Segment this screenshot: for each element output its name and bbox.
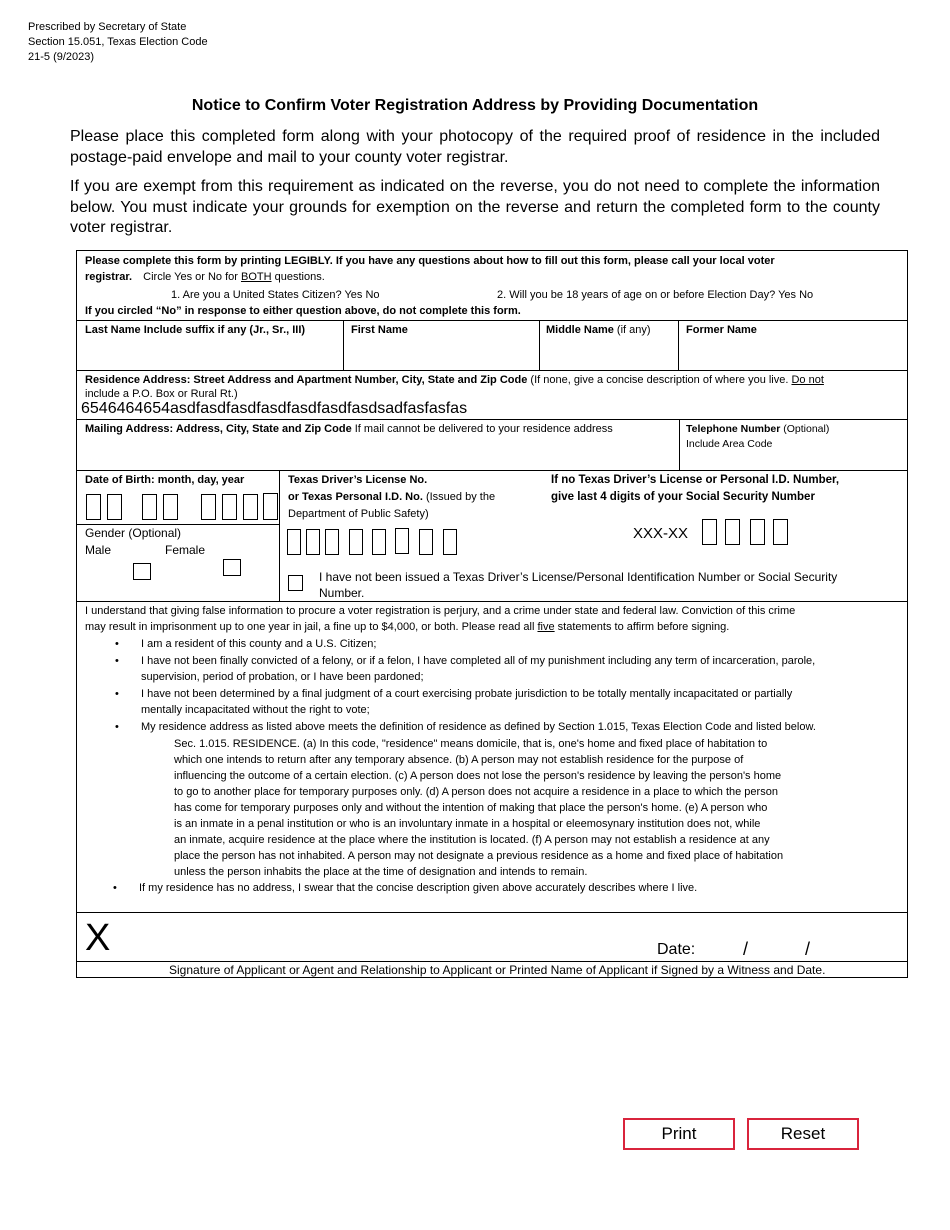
statement-1: I am a resident of this county and a U.S. Citizen; [141,638,377,650]
affirmation-line-2a: may result in imprisonment up to one year in jail, a fine up to $4,000, or both. Please read all [85,621,538,633]
license-label-line-3: Department of Public Safety) [288,508,429,520]
residence-definition-line: place the person has not inhabited. A person may not designate a previous residence as a home and fixed place of habitation [174,850,784,862]
intro-paragraph-2: If you are exempt from this requirement as indicated on the reverse, you do not need to complete the information below. You must indicate your grounds for exemption on the reverse and return the completed form to the county voter registrar. [70,178,880,236]
residence-definition-line: unless the person inhabits the place at the time of designation and intends to remain. [174,866,588,878]
instructions [85,254,905,284]
no-license-statement-line-2: Number. [319,586,365,600]
ssn-label-line-1: If no Texas Driver’s License or Personal I.D. Number, [551,474,840,486]
middle-name-label [546,323,651,337]
dob-day-1[interactable] [142,494,157,520]
date-slash-2: / [805,939,811,959]
statement-3-line-1: I have not been determined by a final judgment of a court exercising probate jurisdiction to be totally mentally incapacitated or partially [141,688,793,700]
gender-female-label: Female [165,543,206,557]
residence-definition-line: influencing the outcome of a certain election. (c) A person does not lose the person's residence by leaving the person's home [174,770,782,782]
header-line-2: Section 15.051, Texas Election Code [28,36,208,48]
reset-button[interactable]: Reset [747,1118,859,1150]
gender-female-checkbox[interactable] [223,559,241,576]
no-license-statement [319,569,899,601]
header-line-1: Prescribed by Secretary of State [28,21,187,33]
license-label-line-1: Texas Driver’s License No. [288,474,428,486]
statement-2 [141,654,901,684]
statement-4: My residence address as listed above meets the definition of residence as defined by Section 1.015, Texas Election Code and listed below. [141,721,816,733]
license-digit-8[interactable] [443,529,457,555]
telephone-area-code-note: Include Area Code [686,438,773,450]
header-line-3: 21-5 (9/2023) [28,51,95,63]
residence-definition-line: has come for temporary purposes only and without the intention of making that place the person's home. (e) A person who [174,802,768,814]
license-digit-5[interactable] [372,529,386,555]
residence-include-note: include a P.O. Box or Rural Rt.) [85,388,238,400]
circle-instruction-b: BOTH [240,271,272,283]
no-license-checkbox[interactable] [288,575,303,591]
license-digit-4[interactable] [349,529,363,555]
gender-male-label: Male [85,543,112,557]
dob-day-2[interactable] [163,494,178,520]
signature-x-mark: X [85,917,111,959]
print-button[interactable]: Print [623,1118,735,1150]
ssn-label [551,473,839,504]
dob-label: Date of Birth: month, day, year [85,474,245,486]
statement-3 [141,687,901,717]
residence-definition-line: Sec. 1.015. RESIDENCE. (a) In this code, "residence" means domicile, that is, one's home and fixed place of habitation to [174,738,768,750]
telephone-label [686,422,829,436]
citizen-question[interactable]: 1. Are you a United States Citizen? Yes No [171,289,380,301]
residence-definition-line: to go to another place for temporary purposes only. (d) A person does not acquire a residence in a place to which the person [174,786,778,798]
license-digit-6[interactable] [395,528,409,554]
residence-address-label [85,373,900,387]
age-question[interactable]: 2. Will you be 18 years of age on or before Election Day? Yes No [497,289,814,301]
circle-instruction-a: Circle Yes or No for [143,271,241,283]
license-label-line-2-rest: (Issued by the [422,491,496,503]
telephone-label-bold: Telephone Number [686,423,781,435]
instructions-bold-1: Please complete this form by printing LEGIBLY. If you have any questions about how to fill out this form, please call your local voter [85,255,775,267]
ssn-digit-3[interactable] [750,519,765,545]
license-digit-2[interactable] [306,529,320,555]
form-header [28,20,208,65]
date-label: Date: [657,941,696,958]
affirmation-line-1: I understand that giving false information to procure a voter registration is perjury, and a crime under state and federal law. Conviction of this crime [85,605,796,617]
statement-2-line-2: supervision, period of probation, or I have been pardoned; [141,671,424,683]
no-license-statement-line-1: I have not been issued a Texas Driver’s License/Personal Identification Number or Social Security [319,570,838,584]
registration-form [76,250,908,978]
mailing-label-rest: If mail cannot be delivered to your residence address [351,423,613,435]
license-digit-1[interactable] [287,529,301,555]
statement-5: If my residence has no address, I swear that the concise description given above accurately describes where I live. [139,882,698,894]
former-name-label: Former Name [686,324,757,336]
dob-year-4[interactable] [263,493,278,520]
license-digit-7[interactable] [419,529,433,555]
residence-definition [174,736,874,880]
affirmation-line-2c: statements to affirm before signing. [554,621,730,633]
bullet-3-dot: • [115,688,119,700]
signature-input[interactable] [85,919,655,959]
ssn-digit-1[interactable] [702,519,717,545]
residence-definition-line: which one intends to return after any temporary absence. (b) A person may not establish residence for the purpose of [174,754,744,766]
circle-warning: If you circled “No” in response to either question above, do not complete this form. [85,305,521,317]
statement-2-line-1: I have not been finally convicted of a felony, or if a felon, I have completed all of my punishment including any term of incarceration, parole, [141,655,816,667]
signature-caption: Signature of Applicant or Agent and Relationship to Applicant or Printed Name of Applicant if Signed by a Witness and Date. [169,963,826,977]
dob-year-3[interactable] [243,494,258,520]
first-name-label: First Name [351,324,408,336]
date-slash-1: / [743,939,749,959]
residence-label-rest: (If none, give a concise description of where you live. [527,374,792,386]
statement-3-line-2: mentally incapacitated without the right to vote; [141,704,370,716]
residence-do-not: Do not [791,374,824,386]
residence-address-input[interactable]: 6546464654asdfasdfasdfasdfasdfasdfasdsadfasfasfas [81,400,468,417]
telephone-label-rest: (Optional) [780,423,830,435]
gender-male-checkbox[interactable] [133,563,151,580]
license-label [288,473,495,521]
dob-month-1[interactable] [86,494,101,520]
residence-label-bold: Residence Address: Street Address and Apartment Number, City, State and Zip Code [85,374,528,386]
middle-name-label-bold: Middle Name [546,324,614,336]
ssn-digit-4[interactable] [773,519,788,545]
dob-year-2[interactable] [222,494,237,520]
bullet-4-dot: • [115,721,119,733]
bullet-5-dot: • [113,882,117,894]
ssn-prefix: XXX-XX [633,525,689,542]
license-label-line-2-bold: or Texas Personal I.D. No. [288,491,423,503]
residence-definition-line: an inmate, acquire residence at the place where the institution is located. (f) A person may not establish a residence at any [174,834,770,846]
bullet-2-dot: • [115,655,119,667]
dob-month-2[interactable] [107,494,122,520]
circle-instruction-c: questions. [271,271,325,283]
bullet-1-dot: • [115,638,119,650]
mailing-label-bold: Mailing Address: Address, City, State and Zip Code [85,423,352,435]
page-title: Notice to Confirm Voter Registration Address by Providing Documentation [191,97,759,114]
gender-label: Gender (Optional) [85,526,182,540]
instructions-bold-2: registrar. [85,271,133,283]
last-name-label: Last Name Include suffix if any (Jr., Sr., III) [85,324,306,336]
license-digit-3[interactable] [325,529,339,555]
residence-definition-line: is an inmate in a penal institution or who is an involuntary inmate in a hospital or eleemosynary institution does not, while [174,818,761,830]
date-input[interactable] [707,935,867,961]
dob-year-1[interactable] [201,494,216,520]
affirmation-intro [85,604,903,634]
mailing-address-label [85,422,679,436]
intro-paragraph-1: Please place this completed form along with your photocopy of the required proof of residence in the included postage-paid envelope and mail to your county voter registrar. [70,128,880,166]
middle-name-label-rest: (if any) [613,324,651,336]
ssn-label-line-2: give last 4 digits of your Social Security Number [551,491,815,503]
affirmation-line-2b: five [537,621,555,633]
ssn-digit-2[interactable] [725,519,740,545]
